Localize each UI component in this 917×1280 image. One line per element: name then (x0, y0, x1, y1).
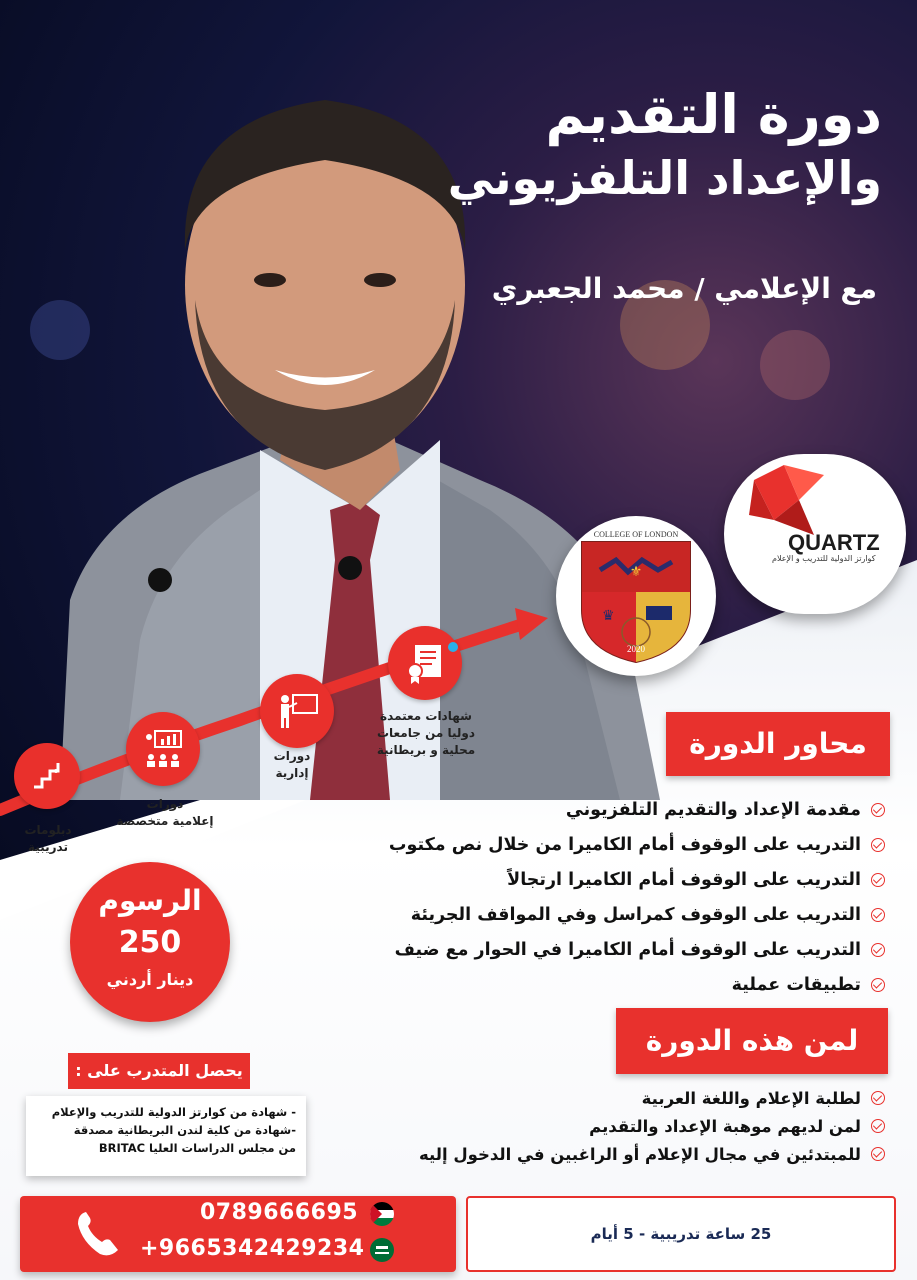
phone-jordan[interactable]: 0789666695 (200, 1200, 359, 1225)
certificate-line: من مجلس الدراسات العليا BRITAC (98, 1141, 296, 1155)
stairs-icon (30, 759, 64, 793)
quartz-name: QUARTZ (788, 530, 880, 555)
bokeh-light (760, 330, 830, 400)
check-circle-icon (871, 873, 885, 887)
timeline-label-certificates: شهادات معتمدة دوليا من جامعات محلية و بريطانية (376, 709, 476, 757)
title-line-2: والإعداد التلفزيوني (447, 151, 882, 205)
check-circle-icon (871, 908, 885, 922)
certificate-line: - شهادة من كوارتز الدولية للتدريب والإعلام (51, 1105, 296, 1119)
list-item: لطلبة الإعلام واللغة العربية (325, 1084, 885, 1112)
college-of-london-logo (556, 516, 716, 676)
list-item: لمن لديهم موهبة الإعداد والتقديم (325, 1112, 885, 1140)
check-circle-icon (871, 1091, 885, 1105)
list-item: التدريب على الوقوف أمام الكاميرا ارتجالاً (285, 862, 885, 897)
blue-dot (448, 642, 458, 652)
list-item: التدريب على الوقوف كمراسل وفي المواقف الجريئة (285, 897, 885, 932)
timeline-label-admin-courses: دورات إدارية (273, 749, 311, 780)
fees-currency: دينار أردني (106, 970, 194, 989)
fees-badge (70, 862, 230, 1022)
fees-title: الرسوم (98, 884, 202, 917)
quartz-crystal-icon (744, 460, 834, 540)
timeline-label-diplomas: دبلومات تدريبية (24, 823, 72, 854)
check-circle-icon (871, 943, 885, 957)
certificates-box (26, 1096, 306, 1176)
admin-courses-icon-circle (260, 674, 334, 748)
certificate-icon (403, 641, 447, 685)
phone-icon (74, 1208, 124, 1260)
quartz-logo (724, 454, 906, 614)
presenter-name: مع الإعلامي / محمد الجعبري (491, 272, 877, 305)
audience-header: لمن هذه الدورة (616, 1008, 888, 1074)
title-line-1: دورة التقديم (545, 83, 882, 146)
certificates-icon-circle (388, 626, 462, 700)
timeline-label-media-courses: دورات إعلامية متخصصة (116, 797, 214, 828)
college-name: COLLEGE OF LONDON (593, 530, 679, 539)
college-year: 2020 (627, 644, 645, 654)
fees-value: 250 (118, 925, 182, 960)
course-title (362, 82, 882, 208)
topics-list (285, 792, 885, 1002)
duration-box: 25 ساعة تدريبية - 5 أيام (466, 1196, 896, 1272)
check-circle-icon (871, 803, 885, 817)
teacher-board-icon (275, 691, 319, 731)
diploma-icon-circle (14, 743, 80, 809)
list-item: للمبتدئين في مجال الإعلام أو الراغبين في الدخول إليه (325, 1140, 885, 1168)
phone-saudi[interactable]: +9665342429234 (140, 1236, 365, 1261)
saudi-flag-icon (370, 1238, 394, 1262)
presentation-audience-icon (141, 729, 185, 769)
list-item: التدريب على الوقوف أمام الكاميرا من خلال نص مكتوب (285, 827, 885, 862)
audience-list (325, 1084, 885, 1168)
media-courses-icon-circle (126, 712, 200, 786)
quartz-subtitle: كوارتز الدولية للتدريب و الإعلام (772, 554, 876, 563)
svg-text:⚜: ⚜ (629, 564, 643, 580)
contact-bar (20, 1196, 456, 1272)
topics-header: محاور الدورة (666, 712, 890, 776)
svg-text:♛: ♛ (602, 608, 615, 624)
check-circle-icon (871, 838, 885, 852)
certificate-line: -شهادة من كلية لندن البريطانية مصدقة (73, 1123, 296, 1137)
check-circle-icon (871, 1147, 885, 1161)
list-item: مقدمة الإعداد والتقديم التلفزيوني (285, 792, 885, 827)
check-circle-icon (871, 978, 885, 992)
list-item: التدريب على الوقوف أمام الكاميرا في الحوار مع ضيف (285, 932, 885, 967)
jordan-flag-icon (370, 1202, 394, 1226)
certificates-header: يحصل المتدرب على : (68, 1053, 250, 1089)
check-circle-icon (871, 1119, 885, 1133)
list-item: تطبيقات عملية (285, 967, 885, 1002)
